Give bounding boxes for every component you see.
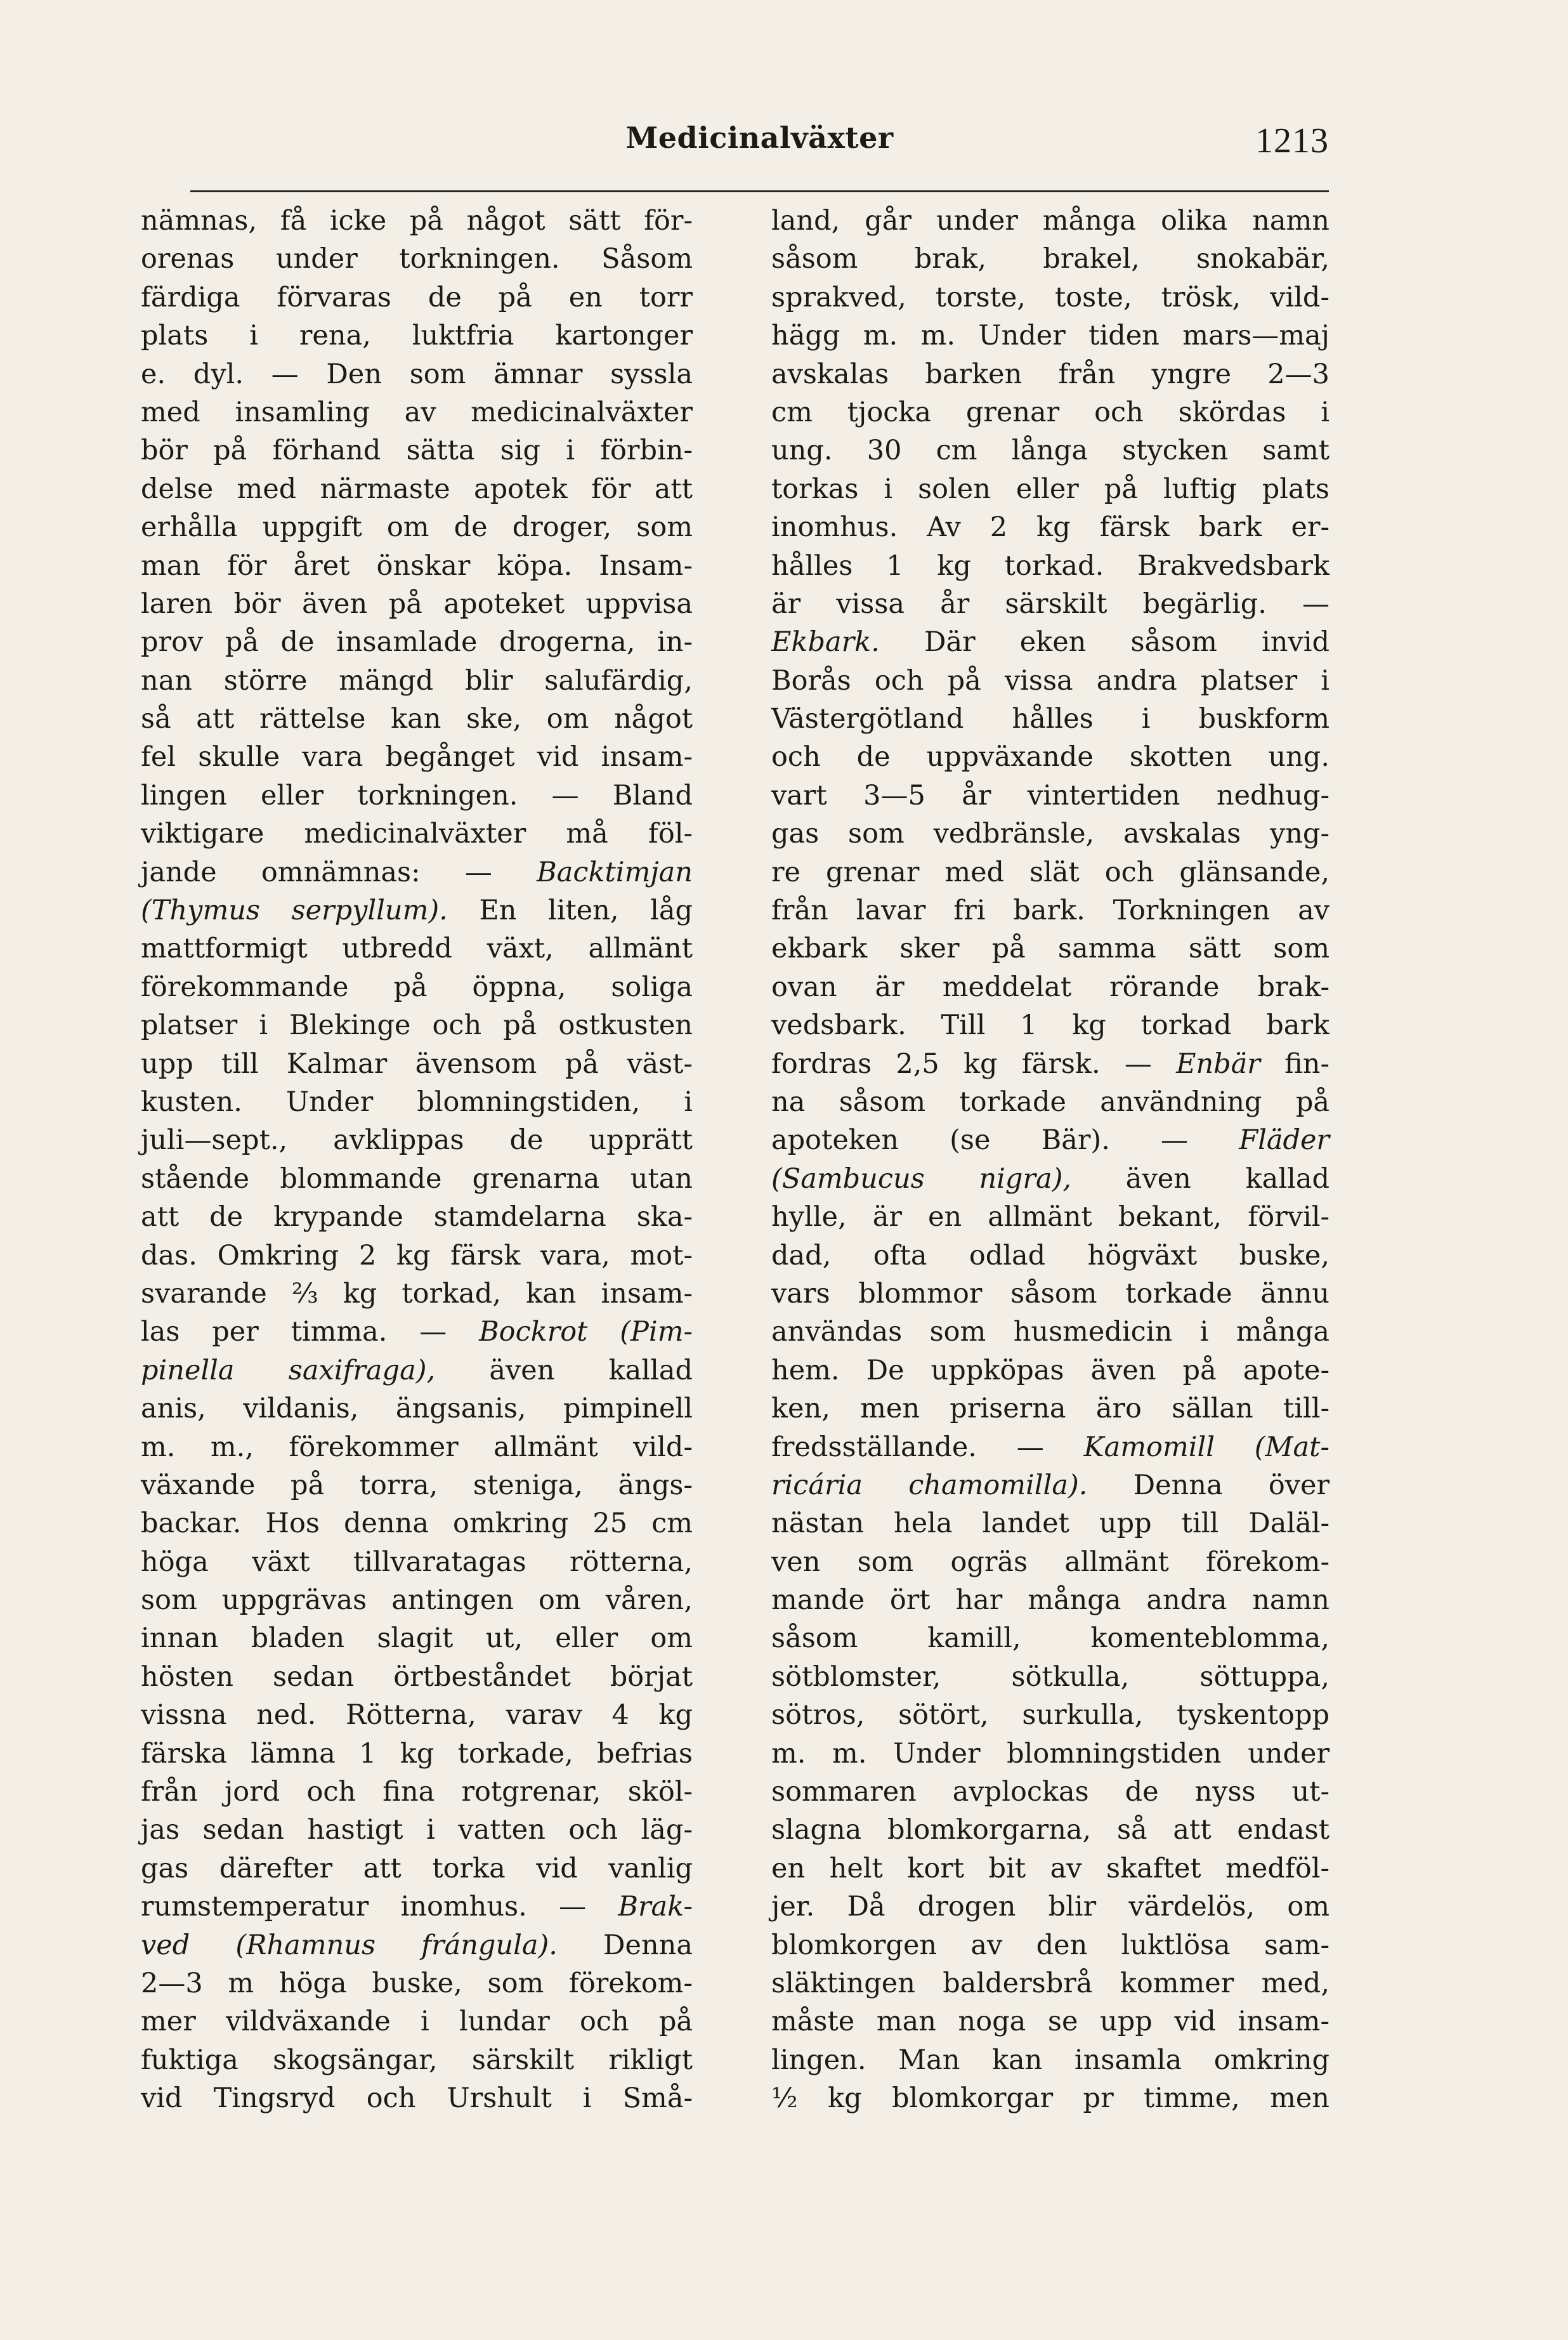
text-line: hösten sedan örtbeståndet börjat — [141, 1660, 693, 1693]
text-line: svarande ⅔ kg torkad, kan insam- — [141, 1277, 693, 1310]
text-line: växande på torra, steniga, ängs- — [141, 1469, 693, 1501]
text-line: sötblomster, sötkulla, söttuppa, — [771, 1660, 1330, 1693]
text-line: orenas under torkningen. Såsom — [141, 243, 693, 275]
italic-term: Ekbark. — [771, 626, 880, 659]
italic-term: Brak- — [618, 1891, 693, 1923]
text-fragment: även kallad — [435, 1354, 693, 1386]
text-line: färdiga förvaras de på en torr — [141, 281, 693, 313]
text-line: 2—3 m höga buske, som förekom- — [141, 1967, 693, 1999]
text-line: förekommande på öppna, soliga — [141, 971, 693, 1003]
text-fragment: rumstemperatur inomhus. — — [141, 1891, 618, 1923]
text-line: e. dyl. — Den som ämnar syssla — [141, 358, 693, 390]
text-line: torkas i solen eller på luftig plats — [771, 473, 1330, 505]
text-line: en helt kort bit av skaftet medföl- — [771, 1852, 1330, 1884]
text-line — [141, 1888, 693, 1926]
text-line: ovan är meddelat rörande brak- — [771, 971, 1330, 1003]
text-line — [141, 853, 693, 891]
text-line: sötros, sötört, surkulla, tyskentopp — [771, 1699, 1330, 1732]
text-fragment: las per timma. — — [141, 1316, 480, 1348]
text-line: plats i rena, luktfria kartonger — [141, 320, 693, 352]
text-line — [141, 1926, 693, 1964]
text-line — [141, 891, 693, 930]
text-line: m. m. Under blomningstiden under — [771, 1737, 1330, 1770]
text-line: jas sedan hastigt i vatten och läg- — [141, 1814, 693, 1846]
text-line: sommaren avplockas de nyss ut- — [771, 1776, 1330, 1808]
text-line: färska lämna 1 kg torkade, befrias — [141, 1737, 693, 1770]
text-line: såsom brak, brakel, snokabär, — [771, 243, 1330, 275]
text-line: land, går under många olika namn — [771, 205, 1330, 237]
text-line: kusten. Under blomningstiden, i — [141, 1086, 693, 1118]
text-line: man för året önskar köpa. Insam- — [141, 549, 693, 582]
text-line — [771, 1466, 1330, 1504]
text-line: avskalas barken från yngre 2—3 — [771, 358, 1330, 390]
text-line: bör på förhand sätta sig i förbin- — [141, 435, 693, 467]
text-line: stående blommande grenarna utan — [141, 1162, 693, 1195]
header-rule — [190, 190, 1329, 192]
italic-term: ricária chamomilla). — [771, 1469, 1088, 1501]
text-line — [141, 1351, 693, 1390]
text-line: anis, vildanis, ängsanis, pimpinell — [141, 1393, 693, 1425]
text-line: Borås och på vissa andra platser i — [771, 664, 1330, 697]
text-line: fel skulle vara begånget vid insam- — [141, 741, 693, 773]
text-line: såsom kamill, komenteblomma, — [771, 1622, 1330, 1655]
text-line: jer. Då drogen blir värdelös, om — [771, 1891, 1330, 1923]
running-head: Medicinalväxter — [625, 121, 894, 155]
text-line: med insamling av medicinalväxter — [141, 396, 693, 428]
text-line: innan bladen slagit ut, eller om — [141, 1622, 693, 1655]
text-line: ken, men priserna äro sällan till- — [771, 1393, 1330, 1425]
text-line: das. Omkring 2 kg färsk vara, mot- — [141, 1239, 693, 1272]
text-line: dad, ofta odlad högväxt buske, — [771, 1239, 1330, 1272]
text-line: ven som ogräs allmänt förekom- — [771, 1546, 1330, 1578]
text-line: re grenar med slät och glänsande, — [771, 856, 1330, 888]
text-line: ½ kg blomkorgar pr timme, men — [771, 2082, 1330, 2115]
text-fragment: fin- — [1260, 1048, 1330, 1080]
text-line: slagna blomkorgarna, så att endast — [771, 1814, 1330, 1846]
text-line: backar. Hos denna omkring 25 cm — [141, 1508, 693, 1540]
text-line: från jord och fina rotgrenar, sköl- — [141, 1776, 693, 1808]
right-column — [771, 202, 1330, 2118]
text-line: och de uppväxande skotten ung. — [771, 741, 1330, 773]
italic-term: (Thymus serpyllum). — [141, 895, 448, 927]
text-fragment: fredsställande. — — [771, 1431, 1084, 1463]
text-line: vissna ned. Rötterna, varav 4 kg — [141, 1699, 693, 1732]
italic-term: Fläder — [1239, 1124, 1330, 1157]
text-line: inomhus. Av 2 kg färsk bark er- — [771, 511, 1330, 544]
text-line: ekbark sker på samma sätt som — [771, 933, 1330, 965]
text-line: platser i Blekinge och på ostkusten — [141, 1009, 693, 1042]
text-line — [771, 1160, 1330, 1198]
text-line: hem. De uppköpas även på apote- — [771, 1354, 1330, 1386]
text-fragment: jande omnämnas: — — [141, 856, 537, 888]
text-line: erhålla uppgift om de droger, som — [141, 511, 693, 544]
italic-term: (Sambucus nigra), — [771, 1162, 1072, 1195]
text-line: gas som vedbränsle, avskalas yng- — [771, 818, 1330, 850]
text-line: blomkorgen av den luktlösa sam- — [771, 1929, 1330, 1961]
text-line: fuktiga skogsängar, särskilt rikligt — [141, 2044, 693, 2076]
text-line: som uppgrävas antingen om våren, — [141, 1584, 693, 1617]
text-line: hylle, är en allmänt bekant, förvil- — [771, 1201, 1330, 1233]
text-line — [771, 1045, 1330, 1083]
text-fragment: apoteken (se Bär). — — [771, 1124, 1239, 1157]
text-line: släktingen baldersbrå kommer med, — [771, 1967, 1330, 1999]
left-column — [141, 202, 693, 2118]
text-line: vedsbark. Till 1 kg torkad bark — [771, 1009, 1330, 1042]
text-line: juli—sept., avklippas de upprätt — [141, 1124, 693, 1157]
text-line — [771, 623, 1330, 661]
page-number: 1213 — [1255, 121, 1329, 161]
italic-term: Bockrot (Pim- — [479, 1316, 693, 1348]
text-line: att de krypande stamdelarna ska- — [141, 1201, 693, 1233]
text-line: na såsom torkade användning på — [771, 1086, 1330, 1118]
italic-term: Enbär — [1176, 1048, 1260, 1080]
page-header — [190, 114, 1329, 171]
text-fragment: En liten, låg — [447, 895, 693, 927]
text-line: gas därefter att torka vid vanlig — [141, 1852, 693, 1884]
text-line: vars blommor såsom torkade ännu — [771, 1277, 1330, 1310]
italic-term: Backtimjan — [537, 856, 693, 888]
text-line: mattformigt utbredd växt, allmänt — [141, 933, 693, 965]
text-line: måste man noga se upp vid insam- — [771, 2006, 1330, 2038]
text-line: upp till Kalmar ävensom på väst- — [141, 1048, 693, 1080]
text-line: laren bör även på apoteket uppvisa — [141, 588, 693, 620]
text-fragment: Denna över — [1087, 1469, 1330, 1501]
text-line: delse med närmaste apotek för att — [141, 473, 693, 505]
text-line: höga växt tillvaratagas rötterna, — [141, 1546, 693, 1578]
text-fragment: fordras 2,5 kg färsk. — — [771, 1048, 1177, 1080]
text-line: viktigare medicinalväxter må föl- — [141, 818, 693, 850]
text-line: vid Tingsryd och Urshult i Små- — [141, 2082, 693, 2115]
text-line — [771, 1428, 1330, 1466]
text-line: hålles 1 kg torkad. Brakvedsbark — [771, 549, 1330, 582]
text-line: ung. 30 cm långa stycken samt — [771, 435, 1330, 467]
text-line: cm tjocka grenar och skördas i — [771, 396, 1330, 428]
text-line — [771, 1121, 1330, 1159]
text-line: m. m., förekommer allmänt vild- — [141, 1431, 693, 1463]
text-line: vart 3—5 år vintertiden nedhug- — [771, 779, 1330, 812]
text-line: hägg m. m. Under tiden mars—maj — [771, 320, 1330, 352]
text-line: mer vildväxande i lundar och på — [141, 2006, 693, 2038]
text-line: nan större mängd blir salufärdig, — [141, 664, 693, 697]
text-line: mande ört har många andra namn — [771, 1584, 1330, 1617]
italic-term: pinella saxifraga), — [141, 1354, 436, 1386]
text-line: är vissa år särskilt begärlig. — — [771, 588, 1330, 620]
italic-term: Kamomill (Mat- — [1083, 1431, 1330, 1463]
text-line: sprakved, torste, toste, trösk, vild- — [771, 281, 1330, 313]
text-line — [141, 1313, 693, 1351]
text-fragment: Där eken såsom invid — [879, 626, 1330, 659]
text-line: så att rättelse kan ske, om något — [141, 703, 693, 735]
text-line: lingen. Man kan insamla omkring — [771, 2044, 1330, 2076]
text-line: prov på de insamlade drogerna, in- — [141, 626, 693, 659]
text-line: nästan hela landet upp till Daläl- — [771, 1508, 1330, 1540]
text-line: från lavar fri bark. Torkningen av — [771, 895, 1330, 927]
italic-term: ved (Rhamnus frángula). — [141, 1929, 558, 1961]
text-line: nämnas, få icke på något sätt för- — [141, 205, 693, 237]
text-line: lingen eller torkningen. — Bland — [141, 779, 693, 812]
text-fragment: Denna — [557, 1929, 693, 1961]
text-fragment: även kallad — [1071, 1162, 1330, 1195]
text-line: användas som husmedicin i många — [771, 1316, 1330, 1348]
text-line: Västergötland hålles i buskform — [771, 703, 1330, 735]
